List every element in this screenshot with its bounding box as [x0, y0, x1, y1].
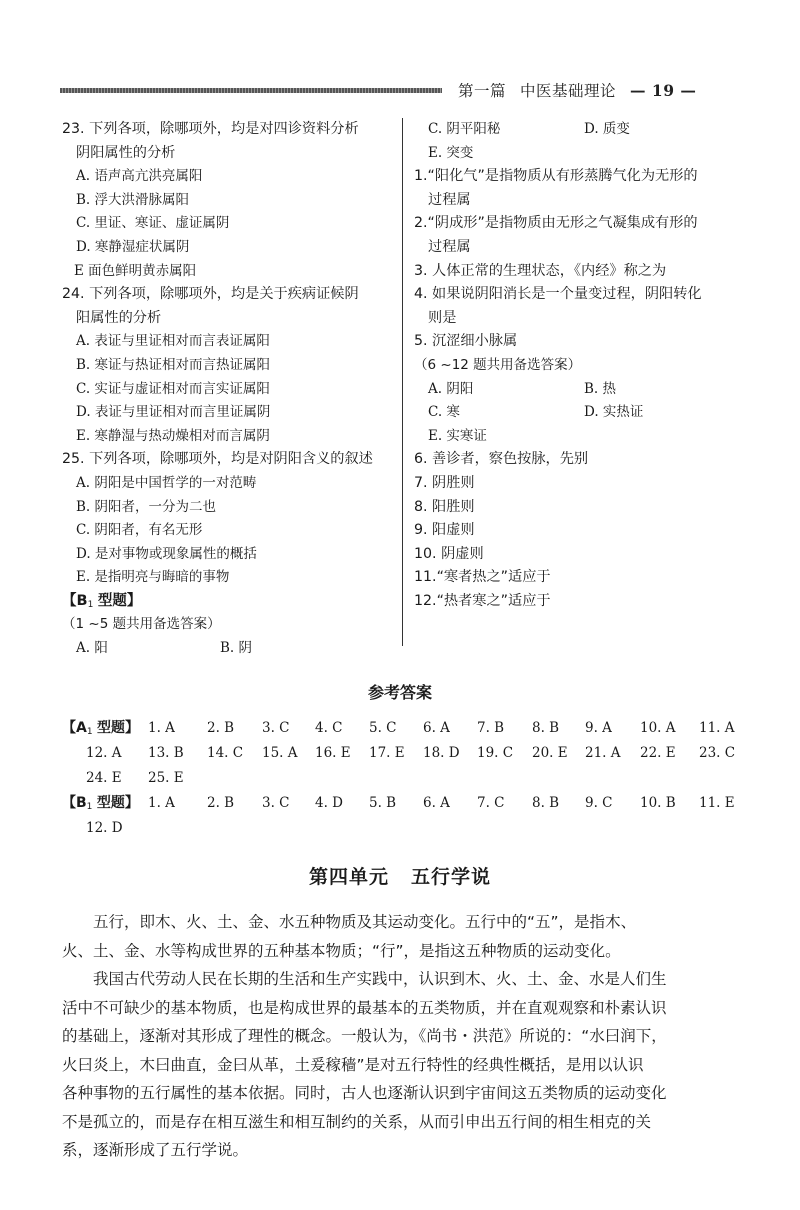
paragraph — [62, 965, 738, 1165]
answer-option: C. 里证、寒证、虚证属阴 — [76, 215, 230, 232]
answer-item: 3. C — [262, 720, 290, 736]
answer-item: 11. E — [699, 795, 735, 811]
answer-option: D. 表证与里证相对而言里证属阴 — [76, 404, 271, 421]
question-stem: 11.“寒者热之”适应于 — [414, 569, 551, 586]
answer-item: 24. E — [86, 770, 122, 786]
answer-option: B. 浮大洪滑脉属阳 — [76, 191, 190, 208]
shared-options-note: （6 ~12 题共用备选答案） — [414, 356, 582, 373]
option-row — [414, 118, 754, 142]
answer-item: 9. C — [585, 795, 613, 811]
answer-item: 17. E — [369, 745, 405, 761]
question-stem-continued: 阴阳属性的分析 — [76, 144, 176, 161]
answer-item: 19. C — [477, 745, 514, 761]
option-b: B. 热 — [584, 380, 617, 397]
answer-item: 5. C — [369, 720, 397, 736]
answer-item: 22. E — [640, 745, 676, 761]
shared-options-note: （1 ~5 题共用备选答案） — [62, 616, 221, 633]
unit-number: 第四单元 — [308, 866, 389, 888]
question-stem-continued: 过程属 — [428, 191, 471, 208]
answer-item: 6. A — [423, 720, 450, 736]
option-c: C. 寒 — [428, 404, 460, 421]
answer-item: 4. D — [315, 795, 343, 811]
question-stem: 5. 沉涩细小脉属 — [414, 333, 518, 350]
answer-item: 6. A — [423, 795, 450, 811]
a1-answer-row — [62, 766, 762, 791]
b1-answer-label: 【$B_1$ 型题】 — [62, 795, 139, 812]
b1-answer-row — [62, 791, 762, 816]
answer-item: 10. B — [640, 795, 676, 811]
question-stem: 8. 阳胜则 — [414, 498, 475, 515]
answer-item: 25. E — [148, 770, 184, 786]
answer-item: 13. B — [148, 745, 184, 761]
answer-option: A. 表证与里证相对而言表证属阳 — [76, 333, 270, 350]
paragraph-line: 各种事物的五行属性的基本依据。同时，古人也逐渐认识到宇宙间这五类物质的运动变化 — [62, 1084, 667, 1102]
option-row — [414, 378, 754, 402]
a1-answer-row — [62, 741, 762, 766]
option-d: D. 质变 — [584, 121, 630, 137]
question-stem: 12.“热者寒之”适应于 — [414, 592, 551, 609]
b1-section-heading: 【$B_1$ 型题】 — [62, 592, 142, 610]
option-d: D. 实热证 — [584, 404, 644, 421]
a1-answer-row — [62, 716, 762, 741]
answer-item: 20. E — [532, 745, 568, 761]
header-rule — [60, 88, 442, 93]
answer-key — [62, 716, 762, 841]
question-stem: 23. 下列各项，除哪项外，均是对四诊资料分析 — [62, 121, 359, 137]
answer-item: 14. C — [207, 745, 244, 761]
answer-option: D. 是对事物或现象属性的概括 — [76, 545, 257, 562]
option-c: C. 阴平阳秘 — [428, 121, 501, 137]
question-stem-continued: 过程属 — [428, 238, 471, 255]
a1-answer-label: 【$A_1$ 型题】 — [62, 720, 140, 737]
answer-item: 1. A — [148, 795, 175, 811]
right-column — [414, 118, 754, 613]
left-column — [62, 118, 400, 661]
answer-item: 4. C — [315, 720, 343, 736]
answer-option: E. 是指明亮与晦暗的事物 — [76, 569, 230, 586]
question-stem: 7. 阴胜则 — [414, 474, 475, 491]
running-header — [458, 79, 696, 101]
answer-item: 8. B — [532, 720, 560, 736]
answer-option: E 面色鲜明黄赤属阳 — [74, 262, 197, 279]
question-stem: 10. 阴虚则 — [414, 545, 484, 562]
question-stem: 1.“阳化气”是指物质从有形蒸腾气化为无形的 — [414, 168, 698, 185]
answer-option: A. 语声高亢洪亮属阳 — [76, 168, 203, 185]
question-stem-continued: 阳属性的分析 — [76, 309, 162, 326]
option-e: E. 突变 — [428, 144, 474, 161]
paragraph-line: 五行，即木、火、土、金、水五种物质及其运动变化。五行中的“五”，是指木、 — [93, 913, 637, 931]
answer-item: 23. C — [699, 745, 736, 761]
question-stem: 25. 下列各项，除哪项外，均是对阴阳含义的叙述 — [62, 451, 373, 468]
answer-item: 5. B — [369, 795, 397, 811]
b1-answer-row — [62, 816, 762, 841]
question-stem: 6. 善诊者，察色按脉，先别 — [414, 451, 589, 468]
question-stem: 24. 下列各项，除哪项外，均是关于疾病证候阴 — [62, 286, 359, 303]
question-stem-continued: 则是 — [428, 309, 457, 326]
left-question-list — [62, 118, 400, 590]
paragraph-line: 火曰炎上，木曰曲直，金曰从革，土爰稼穑”是对五行特性的经典性概括，是用以认识 — [62, 1055, 644, 1074]
answer-item: 8. B — [532, 795, 560, 811]
answer-item: 16. E — [315, 745, 351, 761]
answer-item: 1. A — [148, 720, 175, 736]
question-stem: 4. 如果说阴阳消长是一个量变过程，阴阳转化 — [414, 286, 702, 303]
paragraph-line: 系，逐渐形成了五行学说。 — [62, 1141, 249, 1159]
answers-title: 参考答案 — [367, 683, 432, 702]
answer-item: 10. A — [640, 720, 676, 736]
answer-option: B. 寒证与热证相对而言热证属阳 — [76, 356, 271, 373]
unit-name: 五行学说 — [411, 866, 492, 888]
answer-option: C. 阴阳者，有名无形 — [76, 522, 203, 539]
answer-option: B. 阴阳者，一分为二也 — [76, 498, 217, 515]
answer-item: 7. C — [477, 795, 505, 811]
paragraph-line: 的基础上，逐渐对其形成了理性的概念。一般认为，《尚书・洪范》所说的：“水曰润下， — [62, 1027, 667, 1045]
column-divider — [402, 118, 403, 646]
answer-option: D. 寒静湿症状属阴 — [76, 238, 190, 255]
option-row — [62, 637, 400, 661]
paragraph-line: 我国古代劳动人民在长期的生活和生产实践中，认识到木、火、土、金、水是人们生 — [93, 970, 667, 988]
answer-item: 11. A — [699, 720, 735, 736]
paragraph-line: 不是孤立的，而是存在相互滋生和相互制约的关系，从而引申出五行间的相生相克的关 — [62, 1112, 652, 1131]
question-stem: 2.“阴成形”是指物质由无形之气凝集成有形的 — [414, 215, 698, 232]
answer-item: 12. A — [86, 745, 122, 761]
option-row — [414, 401, 754, 425]
unit-title — [0, 862, 800, 889]
option-b: B. 阴 — [220, 640, 253, 657]
paragraph-line: 活中不可缺少的基本物质，也是构成世界的最基本的五类物质，并在直观观察和朴素认识 — [62, 998, 667, 1017]
answer-item: 12. D — [86, 820, 123, 836]
option-e: E. 实寒证 — [428, 427, 487, 444]
answer-option: A. 阴阳是中国哲学的一对范畴 — [76, 474, 257, 491]
question-stem: 9. 阳虚则 — [414, 522, 475, 539]
option-a: A. 阳 — [76, 640, 108, 657]
answer-item: 2. B — [207, 795, 235, 811]
question-stem: 3. 人体正常的生理状态，《内经》称之为 — [414, 262, 667, 279]
answer-item: 9. A — [585, 720, 612, 736]
answer-item: 15. A — [262, 745, 298, 761]
right-question-list — [414, 165, 754, 354]
paragraph-line: 火、土、金、水等构成世界的五种基本物质；“行”，是指这五种物质的运动变化。 — [62, 941, 621, 960]
right-question-list-2 — [414, 448, 754, 613]
answer-item: 7. B — [477, 720, 505, 736]
answer-item: 2. B — [207, 720, 235, 736]
answer-item: 18. D — [423, 745, 460, 761]
header-part: 第一篇 — [458, 82, 507, 100]
header-title: 中医基础理论 — [520, 82, 617, 100]
option-a: A. 阴阳 — [428, 380, 474, 397]
answer-option: E. 寒静湿与热动燥相对而言属阴 — [76, 427, 270, 444]
answer-item: 3. C — [262, 795, 290, 811]
paragraph — [62, 908, 738, 965]
answer-item: 21. A — [585, 745, 621, 761]
page-number: — 19 — — [630, 81, 697, 100]
answer-option: C. 实证与虚证相对而言实证属阳 — [76, 380, 270, 397]
